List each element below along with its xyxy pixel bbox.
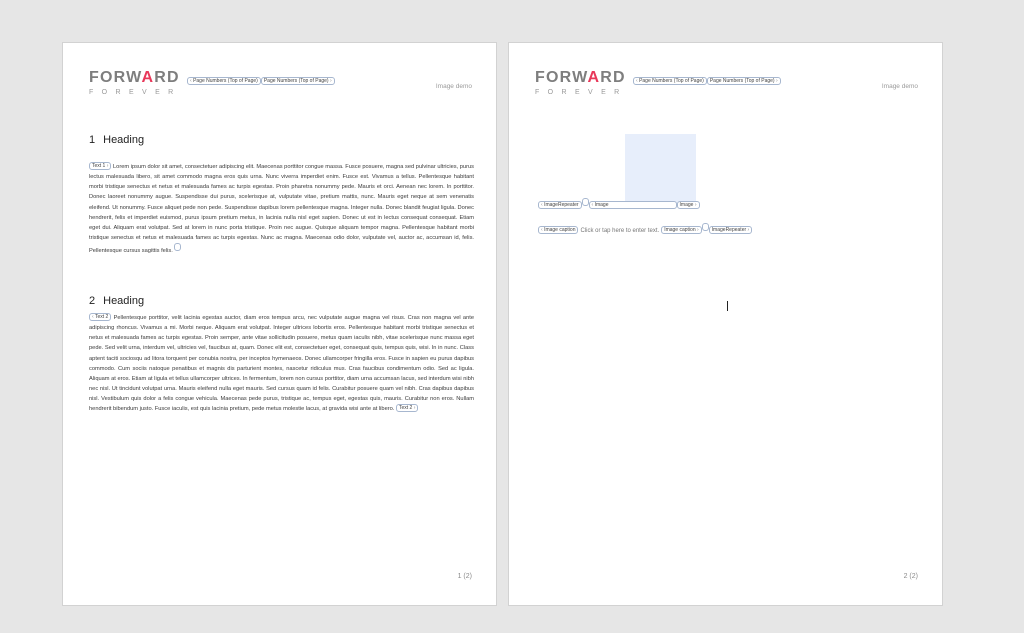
page-number-control-start[interactable]: ‹ Page Numbers (Top of Page) xyxy=(633,77,707,85)
image-repeater-control-start[interactable]: ‹ ImageRepeater xyxy=(538,201,582,209)
logo-wordmark: FORWARD xyxy=(535,69,626,86)
caption-placeholder-text[interactable]: Click or tap here to enter text. xyxy=(580,228,660,234)
text-1-body: Lorem ipsum dolor sit amet, consectetuer adipiscing elit. Maecenas porttitor congue massa. Fusce posuere, magna sed pulvinar ultricies, purus lectus malesuada libero, sit amet commodo magna eros quis urna. Nunc viverra imperdiet enim. Fusce est. Vivamus a tellus. Pellentesque habitant morbi tristique senectus et netus et malesuada fames ac turpis egestas. Proin pharetra nonummy pede. Mauris et orci. Aenean nec lorem. In porttitor. Donec laoreet nonummy augue. Suspendisse dui purus, scelerisque at, vulputate vitae, pretium mattis, nunc. Mauris eget neque at sem venenatis eleifend. Ut nonummy. Fusce aliquet pede non pede. Suspendisse dapibus lorem pellentesque magna. Integer nulla. Donec blandit feugiat ligula. Donec hendrerit, felis et imperdiet euismod, purus ipsum pretium metus, in lacinia nulla nisl eget sapien. Donec ut est in lectus consequat consequat. Etiam eget dui. Aliquam erat volutpat. Sed at lorem in nunc porta tristique. Proin nec augue. Quisque aliquam tempor magna. Pellentesque habitant morbi tristique senectus et netus et malesuada fames ac turpis egestas. Nunc ac magna. Maecenas odio dolor, vulputate vel, auctor ac, accumsan id, felis. Pellentesque cursus sagittis felis. xyxy=(89,164,474,255)
logo-tagline: FOREVER xyxy=(89,89,182,96)
paragraph-text-2[interactable] xyxy=(89,313,474,415)
image-caption-control-start[interactable]: ‹ Image caption xyxy=(538,226,578,234)
header-demo-label: Image demo xyxy=(435,83,472,90)
image-control-start[interactable]: ‹ Image xyxy=(589,201,677,209)
header-demo-label: Image demo xyxy=(881,83,918,90)
heading-2[interactable]: 2 Heading xyxy=(89,295,145,307)
paragraph-text-1[interactable] xyxy=(89,162,474,256)
page-number-control-end[interactable]: Page Numbers (Top of Page) › xyxy=(707,77,781,85)
image-repeater-row xyxy=(538,198,700,209)
repeater-item-control[interactable] xyxy=(582,198,589,206)
text-2-control-end[interactable]: Text 2 › xyxy=(396,404,418,412)
text-2-body: Pellentesque porttitor, velit lacinia egestas auctor, diam eros tempus arcu, nec vulputate augue magna vel risus. Cras non magna vel ante adipiscing rhoncus. Vivamus a mi. Morbi neque. Aliquam erat volutpat. Integer ultrices lobortis eros. Pellentesque habitant morbi tristique senectus et netus et malesuada fames ac turpis egestas. Proin semper, ante vitae sollicitudin posuere, metus quam iaculis nibh, vitae scelerisque nunc massa eget pede. Sed velit urna, interdum vel, ultricies vel, faucibus at, quam. Donec elit est, consectetuer eget, consequat quis, tempus quis, wisi. In in nunc. Class aptent taciti sociosqu ad litora torquent per conubia nostra, per inceptos hymenaeos. Donec ullamcorper fringilla eros. Fusce in sapien eu purus dapibus commodo. Cum sociis natoque penatibus et magnis dis parturient montes, nascetur ridiculus mus. Cras faucibus condimentum odio. Sed ac ligula. Aliquam at eros. Etiam at ligula et tellus ullamcorper ultrices. In fermentum, lorem non cursus porttitor, diam urna accumsan lacus, sed interdum wisi nibh nec nisl. Ut tincidunt volutpat urna. Mauris eleifend nulla eget mauris. Sed cursus quam id felis. Curabitur posuere quam vel nibh. Cras dapibus dapibus nisl. Vestibulum quis dolor a felis congue vehicula. Maecenas pede purus, tristique ac, tempus eget, egestas quis, mauris. Curabitur non eros. Nullam hendrerit bibendum justo. Fusce iaculis, est quis lacinia pretium, pede metus molestie lacus, at gravida wisi ante at libero. xyxy=(89,315,474,413)
logo-tagline: FOREVER xyxy=(535,89,628,96)
image-caption-control-end[interactable]: Image caption › xyxy=(661,226,701,234)
image-caption-row xyxy=(538,223,752,234)
text-1-control-end[interactable] xyxy=(174,243,181,251)
image-control-end[interactable]: Image › xyxy=(677,201,700,209)
page-number-2: 2 (2) xyxy=(903,573,918,580)
image-placeholder[interactable] xyxy=(625,134,696,205)
repeater-item-control-end[interactable] xyxy=(702,223,709,231)
page-number-1: 1 (2) xyxy=(457,573,472,580)
image-repeater-control-end[interactable]: ImageRepeater › xyxy=(709,226,753,234)
forward-forever-logo xyxy=(89,69,182,97)
document-page-1[interactable] xyxy=(62,42,497,606)
document-page-2[interactable] xyxy=(508,42,943,606)
header-page-number-controls xyxy=(633,70,781,88)
text-cursor xyxy=(727,301,728,311)
heading-1[interactable]: 1 Heading xyxy=(89,134,145,146)
page-number-control-start[interactable]: ‹ Page Numbers (Top of Page) xyxy=(187,77,261,85)
forward-forever-logo xyxy=(535,69,628,97)
text-2-control-start[interactable]: ‹ Text 2 xyxy=(89,313,111,321)
page-number-control-end[interactable]: Page Numbers (Top of Page) › xyxy=(261,77,335,85)
header-page-number-controls xyxy=(187,70,335,88)
text-1-control-start[interactable]: Text 1 › xyxy=(89,162,111,170)
logo-wordmark: FORWARD xyxy=(89,69,180,86)
